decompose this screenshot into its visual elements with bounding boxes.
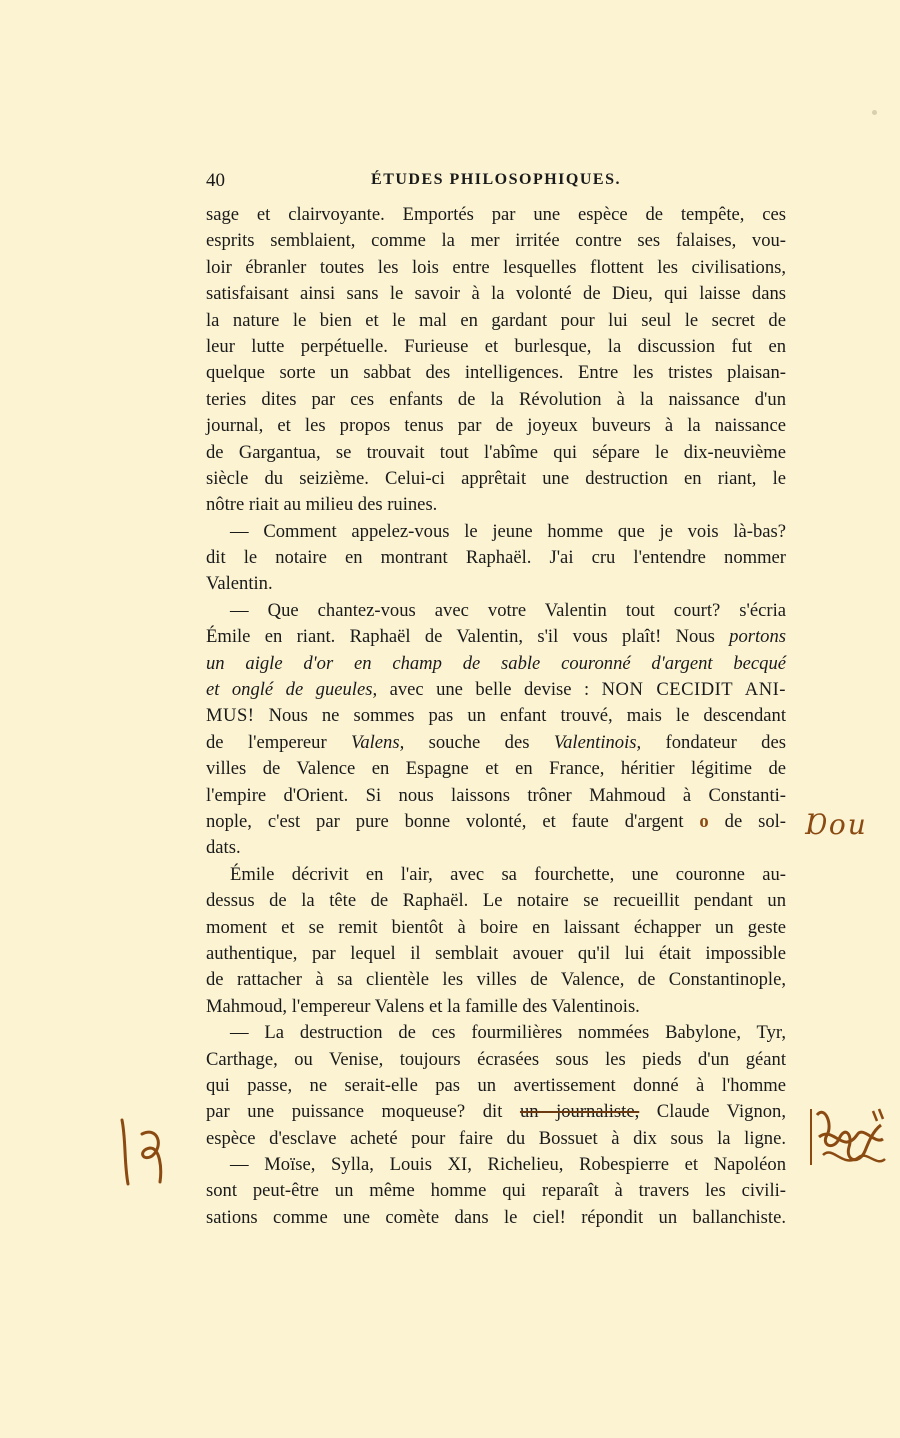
scribbled-correction-icon [803,1095,893,1189]
text-line: sont peut-être un même homme qui reparaît à travers les civili- [206,1180,786,1202]
margin-correction-note: Ɒou [805,808,868,841]
struck-text: un journaliste, [519,1101,640,1123]
text-span: souche des [428,731,530,753]
deletion-mark-icon [112,1112,172,1196]
text-line: loir ébranler toutes les lois entre lesquelles flottent les civilisations, [206,256,786,278]
text-line: journal, et les propos tenus par de joyeux buveurs à la naissance [206,415,786,437]
text-line: dessus de la tête de Raphaël. Le notaire se recueillit pendant un [206,890,786,912]
italic-span: Valens, [351,731,405,753]
text-line: Carthage, ou Venise, toujours écrasées sous les pieds d'un géant [206,1048,786,1070]
text-line [206,703,786,729]
text-line: villes de Valence en Espagne et en France, héritier légitime de [206,758,786,780]
text-span: par une puissance moqueuse? dit [206,1101,503,1123]
text-span: fondateur des [665,731,786,753]
italic-span: un aigle d'or en champ de sable couronné d'argent becqué [206,652,786,674]
text-line: — Comment appelez-vous le jeune homme que je vois là-bas? [230,520,786,542]
text-span: Claude Vignon, [656,1101,786,1123]
text-line: — La destruction de ces fourmilières nommées Babylone, Tyr, [230,1022,786,1044]
italic-span: et onglé de gueules, [206,679,378,701]
text-line: authentique, par lequel il semblait avouer qu'il lui était impossible [206,942,786,964]
text-line: de rattacher à sa clientèle les villes de Valence, de Constantinople, [206,969,786,991]
text-line: satisfaisant ainsi sans le savoir à la volonté de Dieu, qui laisse dans [206,283,786,305]
text-line: esprits semblaient, comme la mer irritée contre ses falaises, vou- [206,230,786,252]
text-line [206,624,786,650]
text-line: de Gargantua, se trouvait tout l'abîme qui sépare le dix-neuvième [206,441,786,463]
text-line: sage et clairvoyante. Emportés par une espèce de tempête, ces [206,204,786,225]
text-line: dats. [206,837,241,859]
text-line [206,809,786,835]
page-number: 40 [206,170,225,191]
italic-span: portons [729,626,786,648]
text-line: espèce d'esclave acheté pour faire du Bossuet à dix sous la ligne. [206,1127,786,1149]
text-line: siècle du seizième. Celui-ci apprêtait une destruction en riant, le [206,467,786,489]
text-span: Nous ne sommes pas un enfant trouvé, mais le descendant [268,705,786,727]
text-line: teries dites par ces enfants de la Révolution à la naissance d'un [206,388,786,410]
text-line: nôtre riait au milieu des ruines. [206,494,438,516]
body-text [206,202,786,1231]
text-line [206,1099,786,1125]
text-line [206,651,786,677]
page-header [206,170,786,196]
text-line: quelque sorte un sabbat des intelligences. Entre les tristes plaisan- [206,362,786,384]
text-span: de sol- [724,810,786,832]
text-line: l'empire d'Orient. Si nous laissons trôner Mahmoud à Constanti- [206,784,786,806]
text-line: — Que chantez-vous avec votre Valentin tout court? s'écria [230,599,786,621]
text-line: Mahmoud, l'empereur Valens et la famille des Valentinois. [206,995,640,1017]
text-line: — Moïse, Sylla, Louis XI, Richelieu, Robespierre et Napoléon [230,1154,786,1176]
text-line: dit le notaire en montrant Raphaël. J'ai cru l'entendre nommer [206,547,786,569]
paper-speck [872,110,877,115]
text-line: Valentin. [206,573,273,595]
text-line: qui passe, ne serait-elle pas un avertissement donné à l'homme [206,1074,786,1096]
text-span: de l'empereur [206,731,327,753]
text-span: Émile en riant. Raphaël de Valentin, s'il vous plaît! Nous [206,626,715,648]
text-line: sations comme une comète dans le ciel! répondit un ballanchiste. [206,1206,786,1228]
running-title: ÉTUDES PHILOSOPHIQUES. [371,171,621,188]
text-line [206,677,786,703]
text-line: leur lutte perpétuelle. Furieuse et burlesque, la discussion fut en [206,335,786,357]
text-span: avec une belle devise : [389,679,590,701]
text-span: nople, c'est par pure bonne volonté, et faute d'argent [206,810,684,832]
text-line: moment et se remit bientôt à boire en laissant échapper un geste [206,916,786,938]
ink-correction-mark: o [699,810,709,832]
devise-span: NON CECIDIT ANI- [601,679,787,701]
text-line: Émile décrivit en l'air, avec sa fourchette, une couronne au- [230,863,786,885]
text-line: la nature le bien et le mal en gardant pour lui seul le secret de [206,309,786,331]
italic-span: Valentinois, [553,731,642,753]
devise-span: MUS! [206,705,255,727]
text-line [206,730,786,756]
